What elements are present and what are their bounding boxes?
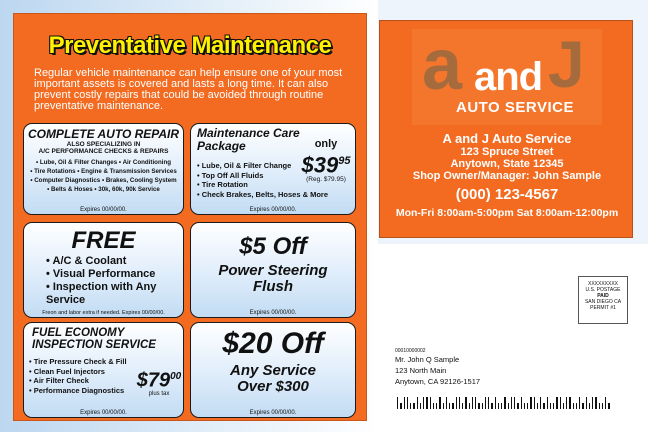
barcode-bar <box>524 403 525 409</box>
logo-letter-j: J <box>548 27 585 101</box>
barcode-bar <box>469 403 470 409</box>
coupon-expires: Expires 00/00/00. <box>80 410 127 416</box>
coupon-line: • Computer Diagnostics • Brakes, Cooling System <box>30 177 177 184</box>
coupon-title: Package <box>197 139 246 153</box>
barcode-bar <box>547 397 548 409</box>
barcode-bar <box>407 397 408 409</box>
coupon-line: • Performance Diagnostics <box>29 385 125 395</box>
barcode-bar <box>582 403 583 409</box>
barcode-bar <box>417 397 418 409</box>
barcode-bar <box>449 403 450 409</box>
price-only: only <box>314 138 338 150</box>
barcode-bar <box>491 403 492 409</box>
barcode-bar <box>420 403 421 409</box>
barcode-bar <box>511 397 512 409</box>
coupon-complete-auto-repair[interactable] <box>23 123 184 215</box>
barcode-bar <box>540 397 541 409</box>
business-hours: Mon-Fri 8:00am-5:00pm Sat 8:00am-12:00pm <box>395 207 619 219</box>
barcode-bar <box>553 403 554 409</box>
barcode-bar <box>423 397 424 409</box>
barcode-bar <box>498 403 499 409</box>
barcode-bar <box>400 403 401 409</box>
coupon-subtitle: ALSO SPECIALIZING IN <box>66 141 141 148</box>
coupon-expires: Expires 00/00/00. <box>249 310 297 316</box>
barcode-bar <box>527 403 528 409</box>
barcode-bar <box>439 397 440 409</box>
coupon-line: • Clean Fuel Injectors <box>29 366 105 376</box>
barcode-bar <box>589 403 590 409</box>
coupon-line: • Top Off All Fluids <box>197 170 264 180</box>
coupon-line: Flush <box>253 278 293 295</box>
postage-indicia <box>578 276 628 324</box>
coupon-amount: $20 Off <box>222 327 324 360</box>
coupon-title: FUEL ECONOMY <box>32 327 125 339</box>
indicia-line: XXXXXXXXX <box>587 281 618 287</box>
barcode-bar <box>560 397 561 409</box>
logo-letter-a: a <box>422 25 463 105</box>
price-dollars: $39 <box>301 152 339 178</box>
coupon-line: Power Steering <box>218 262 328 279</box>
logo-subtitle: AUTO SERVICE <box>456 99 574 116</box>
coupon-line: Over $300 <box>237 378 309 395</box>
postal-barcode <box>397 397 610 409</box>
business-card <box>379 20 633 238</box>
barcode-bar <box>573 403 574 409</box>
barcode-bar <box>475 397 476 409</box>
barcode-bar <box>459 397 460 409</box>
barcode-bar <box>462 403 463 409</box>
indicia-line: PERMIT #1 <box>590 305 616 311</box>
barcode-bar <box>410 403 411 409</box>
business-name: A and J Auto Service <box>442 131 572 146</box>
company-logo <box>412 25 602 125</box>
barcode-bar <box>595 397 596 409</box>
barcode-bar <box>586 397 587 409</box>
barcode-bar <box>465 397 466 409</box>
recipient-city: Anytown, CA 92126-1517 <box>395 377 481 386</box>
indicia-line: PAID <box>597 293 609 299</box>
barcode-bar <box>433 403 434 409</box>
logo-and-text: and <box>474 55 543 99</box>
barcode-bar <box>478 403 479 409</box>
coupon-subtitle: A/C PERFORMANCE CHECKS & REPAIRS <box>38 148 169 155</box>
coupon-line: • Tire Pressure Check & Fill <box>29 357 127 366</box>
flyer-intro: Regular vehicle maintenance can help ensure one of your most important assets is covered and lasts a long time. It can also prevent costly repairs that could be avoided through routine preventative maintenance. <box>34 67 343 112</box>
coupon-note: Freon and labor extra if needed. Expires 00/00/00. <box>42 310 165 316</box>
barcode-bar <box>576 403 577 409</box>
barcode-bar <box>608 403 609 409</box>
barcode-bar <box>426 397 427 409</box>
barcode-bar <box>404 397 405 409</box>
coupon-title: COMPLETE AUTO REPAIR <box>27 127 180 141</box>
barcode-bar <box>599 403 600 409</box>
barcode-bar <box>504 397 505 409</box>
price-cents: 00 <box>170 371 182 382</box>
barcode-bar <box>556 397 557 409</box>
barcode-bar <box>537 403 538 409</box>
barcode-bar <box>517 403 518 409</box>
barcode-bar <box>543 403 544 409</box>
barcode-bar <box>514 397 515 409</box>
barcode-bar <box>446 397 447 409</box>
recipient-street: 123 North Main <box>395 366 447 375</box>
business-street: 123 Spruce Street <box>460 146 554 158</box>
barcode-bar <box>501 403 502 409</box>
coupon-line: • A/C & Coolant <box>46 255 127 267</box>
coupon-line: • Belts & Hoses • 30k, 60k, 90k Service <box>47 186 160 193</box>
coupon-title: Maintenance Care <box>197 126 300 140</box>
coupon-expires: Expires 00/00/00. <box>249 410 297 416</box>
coupon-twenty-off[interactable] <box>190 322 356 418</box>
barcode-bar <box>443 403 444 409</box>
barcode-bar <box>436 403 437 409</box>
indicia-line: U.S. POSTAGE <box>585 287 621 293</box>
business-city: Anytown, State 12345 <box>450 158 564 170</box>
barcode-bar <box>452 403 453 409</box>
barcode-bar <box>592 397 593 409</box>
barcode-bar <box>482 403 483 409</box>
coupon-title: FREE <box>71 227 136 254</box>
regular-price: (Reg. $79.95) <box>306 176 346 184</box>
coupon-line: • Air Filter Check <box>29 376 89 385</box>
plus-tax: plus tax <box>148 390 170 397</box>
barcode-bar <box>488 397 489 409</box>
barcode-bar <box>605 397 606 409</box>
barcode-bar <box>456 397 457 409</box>
barcode-bar <box>550 403 551 409</box>
coupon-amount: $5 Off <box>239 233 307 260</box>
coupon-line: Any Service <box>230 362 316 379</box>
barcode-bar <box>508 403 509 409</box>
coupon-line: • Inspection with Any Service <box>46 281 157 306</box>
address-code: 00010000002 <box>395 348 426 354</box>
coupon-line: • Lube, Oil & Filter Change <box>197 161 292 170</box>
business-phone[interactable]: (000) 123-4567 <box>455 186 559 203</box>
barcode-bar <box>563 403 564 409</box>
coupon-power-steering[interactable] <box>190 222 356 318</box>
price-cents: 95 <box>338 155 351 167</box>
indicia-line: SAN DIEGO CA <box>584 299 622 305</box>
coupon-line: • Tire Rotation <box>197 180 248 189</box>
recipient-name: Mr. John Q Sample <box>395 355 460 364</box>
coupon-expires: Expires 00/00/00. <box>249 207 297 213</box>
barcode-bar <box>521 397 522 409</box>
barcode-bar <box>579 397 580 409</box>
barcode-bar <box>602 403 603 409</box>
barcode-bar <box>566 397 567 409</box>
flyer-title: Preventative Maintenance <box>48 32 332 59</box>
barcode-bar <box>430 397 431 409</box>
business-owner: Shop Owner/Manager: John Sample <box>412 170 602 182</box>
coupon-line: • Tire Rotations • Engine & Transmission Services <box>30 168 177 175</box>
barcode-bar <box>485 397 486 409</box>
coupon-line: • Visual Performance <box>46 268 156 280</box>
coupon-fuel-economy[interactable] <box>23 322 184 418</box>
barcode-bar <box>530 397 531 409</box>
barcode-bar <box>397 397 398 409</box>
barcode-bar <box>569 397 570 409</box>
coupon-maintenance-care[interactable] <box>190 123 356 215</box>
business-info <box>380 131 634 219</box>
front-flyer <box>13 13 367 421</box>
coupon-free-inspection[interactable] <box>23 222 184 318</box>
coupon-line: • Check Brakes, Belts, Hoses & More <box>197 189 329 199</box>
price-dollars: $79 <box>136 369 171 392</box>
coupon-title: INSPECTION SERVICE <box>32 339 156 351</box>
barcode-bar <box>534 397 535 409</box>
recipient-address <box>395 348 480 387</box>
coupon-expires: Expires 00/00/00. <box>80 207 127 213</box>
barcode-bar <box>472 397 473 409</box>
barcode-bar <box>413 403 414 409</box>
barcode-bar <box>495 397 496 409</box>
coupon-line: • Lube, Oil & Filter Changes • Air Conditioning <box>35 159 172 166</box>
